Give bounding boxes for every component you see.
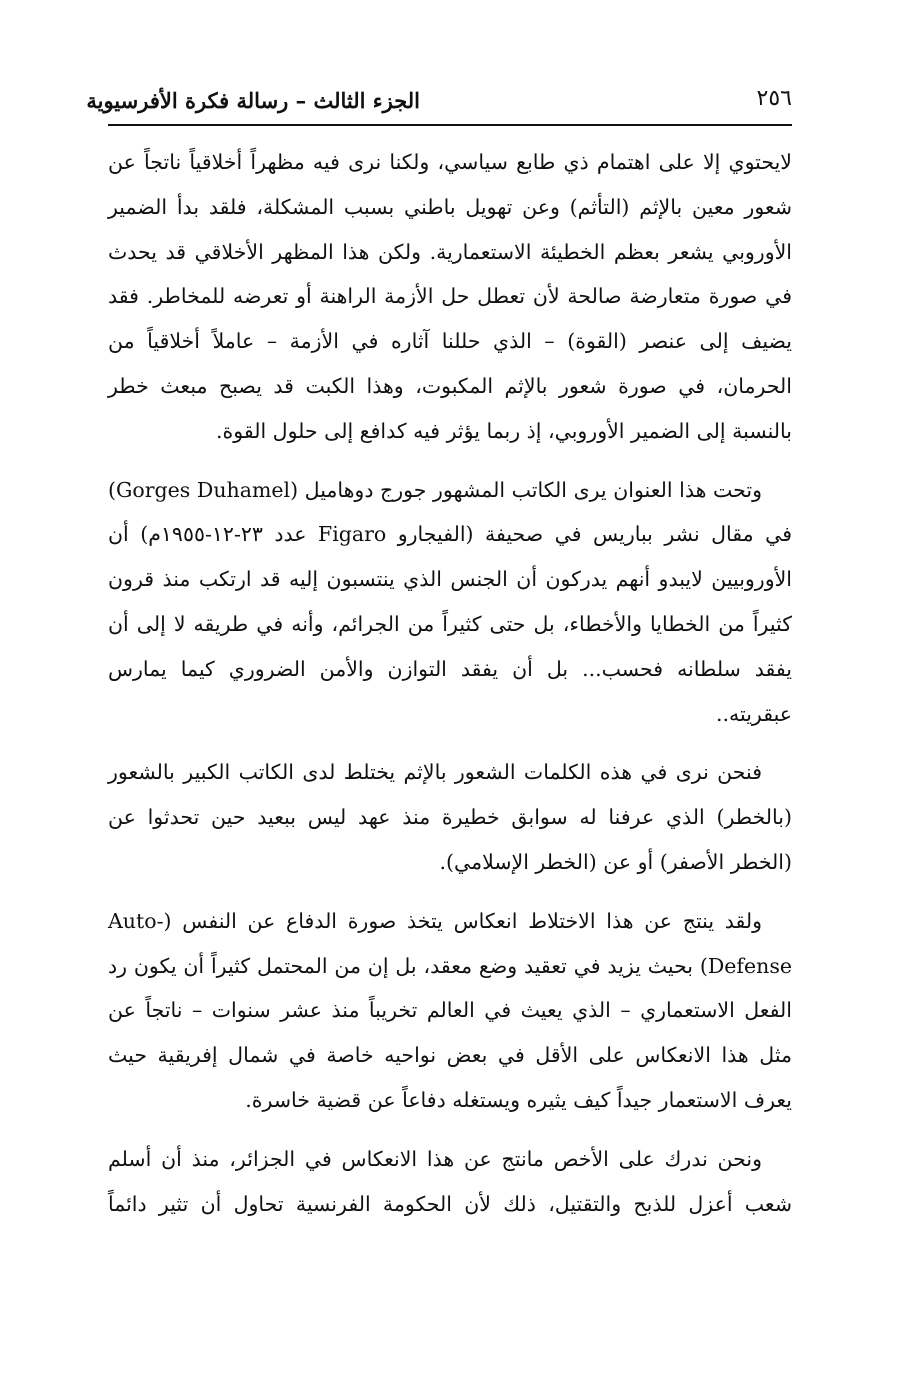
running-header — [86, 86, 792, 126]
paragraph-2: وتحت هذا العنوان يرى الكاتب المشهور جورج دوهاميل (Gorges Duhamel) في مقال نشر بباريس في صحيفة (الفيجارو Figaro عدد ٢٣-١٢-١٩٥٥م) أن الأوروبيين لايبدو أنهم يدركون أن الجنس الذي ينتسبون إليه قد ارتكب منذ قرون كثيراً من الخطايا والأخطاء، بل حتى كثيراً من الجرائم، وأنه في طريقه لا إلى أن يفقد سلطانه فحسب... بل أن يفقد التوازن والأمن الضروري كيما يمارس عبقريته.. — [108, 477, 792, 726]
paragraph-1: لايحتوي إلا على اهتمام ذي طابع سياسي، ولكنا نرى فيه مظهراً أخلاقياً ناتجاً عن شعور معين بالإثم (التأثم) وعن تهويل باطني بسبب المشكلة، فلقد بدأ الضمير الأوروبي يشعر بعظم الخطيئة الاستعمارية. ولكن هذا المظهر الأخلاقي قد يحدث في صورة متعارضة صالحة لأن تعطل حل الأزمة الراهنة أو تعرضه للمخاطر. فقد يضيف إلى عنصر (القوة) – الذي حللنا آثاره في الأزمة – عاملاً أخلاقياً من الحرمان، في صورة شعور بالإثم المكبوت، وهذا الكبت قد يصبح مبعث خطر بالنسبة إلى الضمير الأوروبي، إذ ربما يؤثر فيه كدافع إلى حلول القوة. — [108, 150, 792, 443]
running-title: الجزء الثالث – رسالة فكرة الأفرسيوية — [86, 88, 420, 113]
paragraph-5: ونحن ندرك على الأخص مانتج عن هذا الانعكاس في الجزائر، منذ أن أسلم شعب أعزل للذبح والتقتيل، ذلك لأن الحكومة الفرنسية تحاول أن تثير دائماً — [108, 1146, 792, 1216]
paragraph-4: ولقد ينتج عن هذا الاختلاط انعكاس يتخذ صورة الدفاع عن النفس (Auto-Defense) بحيث يزيد في تعقيد وضع معقد، بل إن من المحتمل كثيراً أن يكون رد الفعل الاستعماري – الذي يعيث في العالم تخريباً منذ عشر سنوات – ناتجاً عن مثل هذا الانعكاس على الأقل في بعض نواحيه خاصة في شمال إفريقية حيث يعرف الاستعمار جيداً كيف يثيره ويستغله دفاعاً عن قضية خاسرة. — [108, 908, 792, 1112]
paragraph-3: فنحن نرى في هذه الكلمات الشعور بالإثم يختلط لدى الكاتب الكبير بالشعور (بالخطر) الذي عرفنا له سوابق خطيرة منذ عهد ليس ببعيد حين تحدثوا عن (الخطر الأصفر) أو عن (الخطر الإسلامي). — [108, 760, 792, 874]
body-text — [108, 140, 792, 1226]
page-number: ٢٥٦ — [756, 86, 792, 111]
